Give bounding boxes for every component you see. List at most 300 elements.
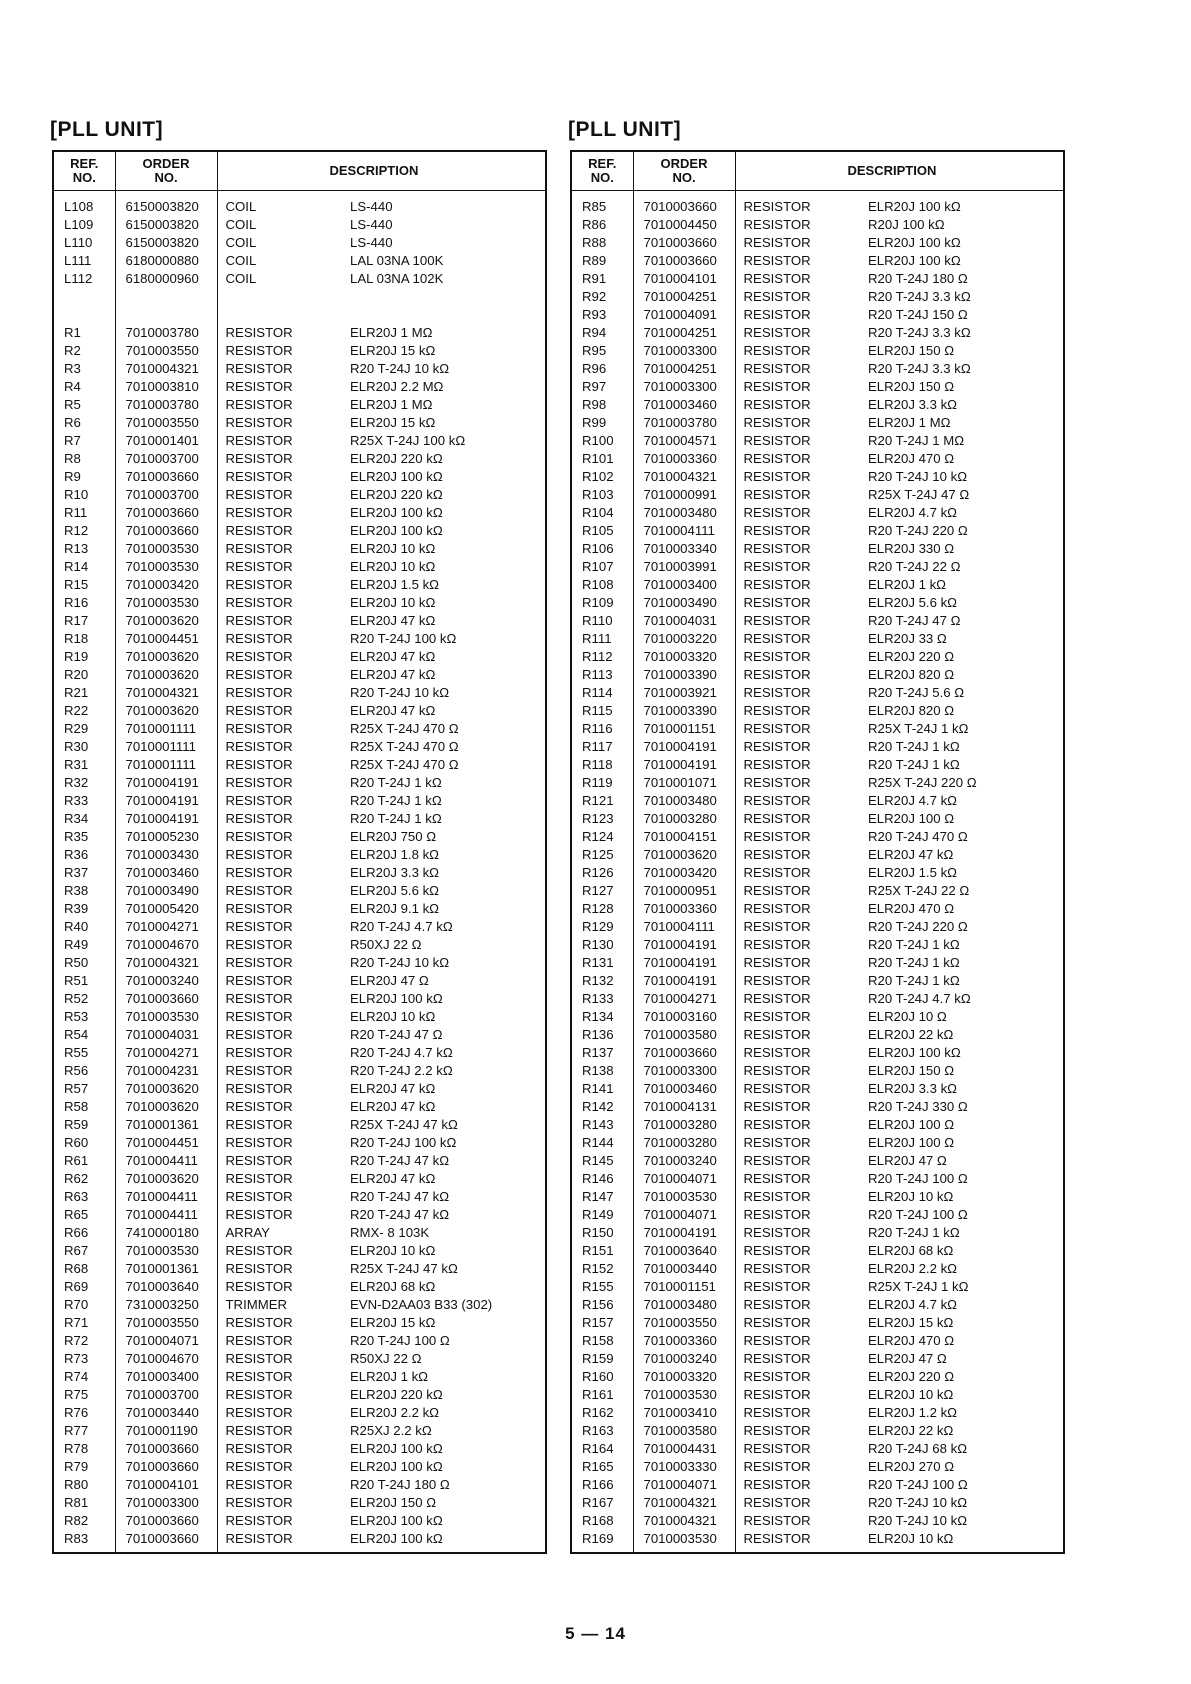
part-spec-cell: R20 T-24J 47 Ω [868, 613, 961, 628]
order-no-cell: 7010003640 [633, 1242, 735, 1260]
ref-no-cell: R152 [571, 1260, 633, 1278]
part-spec-cell: R20 T-24J 100 Ω [868, 1477, 968, 1492]
ref-no-cell: R1 [53, 324, 115, 342]
ref-no-cell: R159 [571, 1350, 633, 1368]
part-spec-cell: R20 T-24J 100 Ω [350, 1333, 450, 1348]
part-spec-cell: ELR20J 10 kΩ [868, 1189, 954, 1204]
ref-no-cell: R127 [571, 882, 633, 900]
part-spec-cell: R20 T-24J 3.3 kΩ [868, 361, 971, 376]
ref-no-cell: R133 [571, 990, 633, 1008]
table-row [571, 1422, 1064, 1440]
table-row [53, 828, 546, 846]
table-row [571, 1152, 1064, 1170]
ref-no-cell: R6 [53, 414, 115, 432]
part-type-cell: RESISTOR [225, 1117, 293, 1132]
table-row [571, 810, 1064, 828]
ref-no-cell: R102 [571, 468, 633, 486]
table-row [571, 954, 1064, 972]
part-spec-cell: R25X T-24J 47 kΩ [350, 1261, 458, 1276]
part-type-cell: RESISTOR [225, 523, 293, 538]
order-no-cell: 7010003700 [115, 486, 217, 504]
ref-no-cell: R5 [53, 396, 115, 414]
part-type-cell: RESISTOR [743, 271, 811, 286]
table-row [53, 1476, 546, 1494]
part-type-cell: RESISTOR [743, 1423, 811, 1438]
table-row [53, 288, 546, 306]
order-no-cell: 7010004251 [633, 288, 735, 306]
order-no-cell: 7010004101 [115, 1476, 217, 1494]
order-no-cell: 7010003700 [115, 1386, 217, 1404]
part-spec-cell: ELR20J 330 Ω [868, 541, 955, 556]
ref-no-cell: R30 [53, 738, 115, 756]
part-spec-cell: ELR20J 15 kΩ [350, 415, 436, 430]
ref-no-cell: R113 [571, 666, 633, 684]
ref-no-cell: R22 [53, 702, 115, 720]
ref-no-cell: R15 [53, 576, 115, 594]
order-no-cell: 7010003480 [633, 792, 735, 810]
ref-no-cell: R81 [53, 1494, 115, 1512]
part-type-cell: RESISTOR [743, 1009, 811, 1024]
order-no-cell: 7010004251 [633, 360, 735, 378]
part-spec-cell: ELR20J 10 kΩ [868, 1531, 954, 1546]
ref-no-cell: R93 [571, 306, 633, 324]
table-row [571, 1494, 1064, 1512]
order-no-cell: 7010003420 [633, 864, 735, 882]
part-type-cell: RESISTOR [743, 217, 811, 232]
part-type-cell: RESISTOR [743, 415, 811, 430]
order-no-cell: 7010003530 [633, 1386, 735, 1404]
table-row [571, 1062, 1064, 1080]
order-no-cell: 6150003820 [115, 234, 217, 252]
part-spec-cell: ELR20J 220 Ω [868, 1369, 955, 1384]
part-spec-cell: ELR20J 1 MΩ [350, 325, 433, 340]
ref-no-cell: R95 [571, 342, 633, 360]
ref-no-cell: R54 [53, 1026, 115, 1044]
ref-no-cell: R11 [53, 504, 115, 522]
part-spec-cell: LS-440 [350, 199, 393, 214]
ref-no-cell: R69 [53, 1278, 115, 1296]
part-type-cell: RESISTOR [225, 685, 293, 700]
table-row [571, 1512, 1064, 1530]
order-no-cell: 7010003480 [633, 504, 735, 522]
ref-no-cell: R38 [53, 882, 115, 900]
table-row [571, 630, 1064, 648]
table-row [571, 684, 1064, 702]
part-type-cell: RESISTOR [225, 739, 293, 754]
part-type-cell: RESISTOR [225, 1423, 293, 1438]
ref-no-cell: R33 [53, 792, 115, 810]
table-row [571, 1224, 1064, 1242]
table-row [571, 540, 1064, 558]
order-no-cell: 7010004111 [633, 522, 735, 540]
order-no-cell: 7010003280 [633, 1116, 735, 1134]
part-spec-cell: ELR20J 68 kΩ [350, 1279, 436, 1294]
part-type-cell: RESISTOR [743, 757, 811, 772]
table-row [53, 1350, 546, 1368]
order-no-cell: 7010003360 [633, 1332, 735, 1350]
part-type-cell: RESISTOR [225, 613, 293, 628]
ref-no-cell: R117 [571, 738, 633, 756]
order-no-cell: 7010001151 [633, 1278, 735, 1296]
part-spec-cell: R20 T-24J 10 kΩ [350, 955, 450, 970]
ref-no-cell: R34 [53, 810, 115, 828]
order-no-cell: 7010003480 [633, 1296, 735, 1314]
ref-no-cell: R57 [53, 1080, 115, 1098]
part-spec-cell: ELR20J 270 Ω [868, 1459, 955, 1474]
order-no-cell: 7010004431 [633, 1440, 735, 1458]
part-spec-cell: ELR20J 4.7 kΩ [868, 793, 958, 808]
table-row [571, 1170, 1064, 1188]
part-spec-cell: R20 T-24J 1 kΩ [868, 937, 960, 952]
part-type-cell: RESISTOR [743, 289, 811, 304]
table-row [53, 216, 546, 234]
table-row [571, 504, 1064, 522]
part-type-cell: RESISTOR [743, 811, 811, 826]
table-row [571, 1386, 1064, 1404]
table-row [571, 792, 1064, 810]
table-row [571, 234, 1064, 252]
order-no-cell [115, 288, 217, 306]
part-spec-cell: ELR20J 820 Ω [868, 703, 955, 718]
table-row [53, 612, 546, 630]
order-no-cell: 7010003660 [633, 234, 735, 252]
order-no-cell: 7010005420 [115, 900, 217, 918]
table-row [571, 288, 1064, 306]
part-spec-cell: ELR20J 33 Ω [868, 631, 947, 646]
part-spec-cell: ELR20J 150 Ω [868, 379, 955, 394]
ref-no-cell: R80 [53, 1476, 115, 1494]
part-type-cell: RESISTOR [225, 901, 293, 916]
table-row [53, 396, 546, 414]
table-row [53, 810, 546, 828]
part-type-cell: RESISTOR [225, 649, 293, 664]
ref-no-cell: R55 [53, 1044, 115, 1062]
part-spec-cell: ELR20J 10 kΩ [350, 1009, 436, 1024]
part-spec-cell: R20J 100 kΩ [868, 217, 945, 232]
ref-no-cell: R129 [571, 918, 633, 936]
part-type-cell: RESISTOR [743, 1351, 811, 1366]
part-spec-cell: R20 T-24J 3.3 kΩ [868, 325, 971, 340]
part-type-cell: RESISTOR [743, 1459, 811, 1474]
order-no-cell: 7010003580 [633, 1026, 735, 1044]
part-spec-cell: R20 T-24J 470 Ω [868, 829, 968, 844]
part-spec-cell: R20 T-24J 1 kΩ [868, 1225, 960, 1240]
ref-no-cell: R103 [571, 486, 633, 504]
part-spec-cell: ELR20J 100 kΩ [350, 505, 443, 520]
order-no-cell: 7010003400 [633, 576, 735, 594]
part-type-cell: RESISTOR [225, 577, 293, 592]
part-type-cell: RESISTOR [743, 991, 811, 1006]
ref-no-cell: R66 [53, 1224, 115, 1242]
part-type-cell: ARRAY [225, 1225, 270, 1240]
table-row [53, 1008, 546, 1026]
table-row [53, 378, 546, 396]
table-row [571, 378, 1064, 396]
order-no-cell: 7010004321 [633, 468, 735, 486]
order-no-cell: 7010003530 [115, 540, 217, 558]
ref-no-cell: R18 [53, 630, 115, 648]
ref-no-cell: L112 [53, 270, 115, 288]
ref-no-cell: R68 [53, 1260, 115, 1278]
order-no-cell: 7010004451 [115, 1134, 217, 1152]
part-type-cell: RESISTOR [225, 1531, 293, 1546]
part-type-cell: COIL [225, 235, 257, 250]
part-spec-cell: R20 T-24J 4.7 kΩ [350, 919, 453, 934]
part-type-cell: RESISTOR [225, 487, 293, 502]
order-no-cell: 7310003250 [115, 1296, 217, 1314]
table-row [53, 900, 546, 918]
part-spec-cell: ELR20J 47 kΩ [350, 1099, 436, 1114]
part-spec-cell: R25X T-24J 22 Ω [868, 883, 970, 898]
part-spec-cell: ELR20J 47 kΩ [350, 1171, 436, 1186]
part-type-cell: RESISTOR [743, 631, 811, 646]
table-row [53, 972, 546, 990]
table-row [571, 1350, 1064, 1368]
ref-no-cell: R168 [571, 1512, 633, 1530]
order-no-cell: 7010003620 [115, 1170, 217, 1188]
part-type-cell: RESISTOR [225, 469, 293, 484]
part-type-cell: RESISTOR [743, 1063, 811, 1078]
order-no-cell: 7010003550 [115, 414, 217, 432]
table-row [53, 1368, 546, 1386]
part-spec-cell: ELR20J 220 Ω [868, 649, 955, 664]
ref-no-cell: R108 [571, 576, 633, 594]
part-type-cell: RESISTOR [225, 1351, 293, 1366]
ref-no-cell: R85 [571, 191, 633, 217]
ref-no-cell: R14 [53, 558, 115, 576]
table-row [53, 576, 546, 594]
part-spec-cell: R20 T-24J 1 kΩ [350, 793, 442, 808]
part-spec-cell: ELR20J 47 kΩ [350, 1081, 436, 1096]
part-spec-cell: R20 T-24J 10 kΩ [350, 685, 450, 700]
table-row [571, 648, 1064, 666]
part-type-cell: RESISTOR [743, 361, 811, 376]
table-row [53, 1044, 546, 1062]
table-row [571, 414, 1064, 432]
part-type-cell: RESISTOR [743, 343, 811, 358]
part-spec-cell: R20 T-24J 1 kΩ [868, 973, 960, 988]
part-type-cell: RESISTOR [743, 379, 811, 394]
order-no-cell: 7010004071 [633, 1206, 735, 1224]
order-no-cell: 7010004071 [633, 1476, 735, 1494]
ref-no-cell: R167 [571, 1494, 633, 1512]
table-row [571, 666, 1064, 684]
part-type-cell: RESISTOR [743, 847, 811, 862]
order-no-cell: 6180000960 [115, 270, 217, 288]
part-spec-cell: ELR20J 15 kΩ [350, 343, 436, 358]
order-no-cell: 7010003780 [633, 414, 735, 432]
order-no-cell: 6150003820 [115, 191, 217, 217]
part-type-cell: RESISTOR [225, 1153, 293, 1168]
part-type-cell [217, 306, 342, 324]
order-no-cell: 7010001151 [633, 720, 735, 738]
part-spec-cell: ELR20J 100 Ω [868, 1117, 955, 1132]
order-no-cell: 7010001111 [115, 720, 217, 738]
table-row [53, 306, 546, 324]
table-row [53, 1170, 546, 1188]
order-no-cell: 7010003620 [115, 702, 217, 720]
table-row [571, 216, 1064, 234]
order-no-cell: 7010004111 [633, 918, 735, 936]
table-row [53, 1260, 546, 1278]
part-spec-cell: R20 T-24J 47 kΩ [350, 1207, 450, 1222]
part-type-cell: RESISTOR [225, 937, 293, 952]
order-no-cell: 7010003810 [115, 378, 217, 396]
table-row [571, 1260, 1064, 1278]
part-spec-cell: RMX- 8 103K [350, 1225, 430, 1240]
part-spec-cell: ELR20J 220 kΩ [350, 451, 443, 466]
order-no-cell: 7010004031 [115, 1026, 217, 1044]
table-row [571, 1188, 1064, 1206]
order-no-cell: 7010003300 [633, 378, 735, 396]
ref-no-cell: R164 [571, 1440, 633, 1458]
part-type-cell: RESISTOR [743, 1243, 811, 1258]
part-type-cell: RESISTOR [225, 1387, 293, 1402]
ref-no-cell: R150 [571, 1224, 633, 1242]
table-row [53, 666, 546, 684]
order-no-cell: 7010003660 [633, 191, 735, 217]
part-type-cell: RESISTOR [225, 595, 293, 610]
ref-no-cell: R10 [53, 486, 115, 504]
table-row [53, 270, 546, 288]
ref-no-cell: R157 [571, 1314, 633, 1332]
part-spec-cell: ELR20J 470 Ω [868, 901, 955, 916]
order-no-cell: 7010004091 [633, 306, 735, 324]
part-type-cell: COIL [225, 271, 257, 286]
parts-table-right [570, 150, 1065, 1554]
table-row [53, 648, 546, 666]
table-row [571, 1476, 1064, 1494]
ref-no-cell: R59 [53, 1116, 115, 1134]
table-row [571, 918, 1064, 936]
order-no-cell: 7010003660 [115, 1530, 217, 1553]
part-spec-cell: R20 T-24J 100 kΩ [350, 1135, 457, 1150]
part-spec-cell: ELR20J 100 kΩ [350, 1513, 443, 1528]
ref-no-cell: R134 [571, 1008, 633, 1026]
part-type-cell: RESISTOR [225, 1009, 293, 1024]
table-row [53, 558, 546, 576]
part-type-cell: RESISTOR [743, 1387, 811, 1402]
ref-no-cell: R118 [571, 756, 633, 774]
ref-no-cell: R53 [53, 1008, 115, 1026]
ref-no-cell: R158 [571, 1332, 633, 1350]
table-row [53, 1530, 546, 1553]
ref-no-cell: R63 [53, 1188, 115, 1206]
part-type-cell: RESISTOR [743, 973, 811, 988]
part-spec-cell: ELR20J 820 Ω [868, 667, 955, 682]
order-no-cell: 7010003300 [633, 1062, 735, 1080]
ref-no-cell: R13 [53, 540, 115, 558]
description-header: DESCRIPTION [217, 151, 546, 191]
table-row [571, 468, 1064, 486]
order-no-cell: 7010004031 [633, 612, 735, 630]
order-no-cell: 7010003420 [115, 576, 217, 594]
table-row [571, 702, 1064, 720]
part-spec-cell: ELR20J 2.2 kΩ [868, 1261, 958, 1276]
ref-no-cell: R156 [571, 1296, 633, 1314]
table-row [571, 270, 1064, 288]
part-spec-cell: ELR20J 10 Ω [868, 1009, 947, 1024]
part-spec-cell: R50XJ 22 Ω [350, 1351, 422, 1366]
ref-no-cell: R16 [53, 594, 115, 612]
ref-no-cell: R100 [571, 432, 633, 450]
part-spec-cell: R20 T-24J 100 kΩ [350, 631, 457, 646]
order-no-cell: 7010003360 [633, 450, 735, 468]
order-no-cell: 7010003440 [115, 1404, 217, 1422]
part-type-cell: RESISTOR [743, 1225, 811, 1240]
part-type-cell: RESISTOR [225, 505, 293, 520]
part-type-cell: COIL [225, 217, 257, 232]
table-row [53, 414, 546, 432]
part-type-cell: RESISTOR [743, 1171, 811, 1186]
part-spec-cell: ELR20J 47 Ω [350, 973, 429, 988]
part-spec-cell: ELR20J 1.5 kΩ [350, 577, 440, 592]
section-title: [PLL UNIT] [568, 118, 682, 141]
part-spec-cell: ELR20J 4.7 kΩ [868, 505, 958, 520]
order-no-cell: 7010004321 [115, 684, 217, 702]
table-row [53, 504, 546, 522]
ref-no-cell: R101 [571, 450, 633, 468]
ref-no-cell: R7 [53, 432, 115, 450]
ref-no-cell: R19 [53, 648, 115, 666]
part-spec-cell: R20 T-24J 1 MΩ [868, 433, 965, 448]
part-spec-cell: EVN-D2AA03 B33 (302) [350, 1297, 493, 1312]
order-no-header: ORDER NO. [115, 151, 217, 191]
part-spec-cell: ELR20J 1.5 kΩ [868, 865, 958, 880]
part-spec-cell [342, 288, 546, 306]
part-type-cell: RESISTOR [743, 865, 811, 880]
part-type-cell: RESISTOR [225, 1171, 293, 1186]
order-no-cell: 7010003580 [633, 1422, 735, 1440]
table-row [53, 1458, 546, 1476]
part-type-cell: RESISTOR [225, 1369, 293, 1384]
order-no-cell: 7010003620 [115, 1098, 217, 1116]
table-row [571, 1278, 1064, 1296]
part-spec-cell: ELR20J 100 Ω [868, 1135, 955, 1150]
table-row [571, 972, 1064, 990]
part-spec-cell: R20 T-24J 10 kΩ [868, 1495, 968, 1510]
order-no-cell: 7010003660 [115, 990, 217, 1008]
order-no-cell: 7010003620 [115, 666, 217, 684]
table-row [571, 486, 1064, 504]
order-no-cell: 7010003620 [115, 1080, 217, 1098]
part-type-cell: RESISTOR [225, 1477, 293, 1492]
part-spec-cell: ELR20J 750 Ω [350, 829, 437, 844]
table-row [571, 990, 1064, 1008]
order-no-cell: 7010003660 [115, 468, 217, 486]
part-spec-cell: ELR20J 15 kΩ [350, 1315, 436, 1330]
table-row [571, 1368, 1064, 1386]
order-no-cell: 7010003240 [633, 1350, 735, 1368]
order-no-cell: 7010001190 [115, 1422, 217, 1440]
order-no-cell: 7010003320 [633, 1368, 735, 1386]
part-type-cell: RESISTOR [743, 523, 811, 538]
table-row [571, 1206, 1064, 1224]
ref-no-cell: R61 [53, 1152, 115, 1170]
part-spec-cell: ELR20J 47 Ω [868, 1153, 947, 1168]
order-no-cell: 7010003620 [115, 648, 217, 666]
ref-no-cell: R132 [571, 972, 633, 990]
ref-no-cell: R40 [53, 918, 115, 936]
order-no-cell: 7010004271 [115, 1044, 217, 1062]
part-type-cell: RESISTOR [743, 1477, 811, 1492]
table-row [571, 1440, 1064, 1458]
part-type-cell: RESISTOR [743, 451, 811, 466]
part-type-cell: RESISTOR [743, 1279, 811, 1294]
ref-no-cell: R79 [53, 1458, 115, 1476]
order-no-cell: 7010003240 [115, 972, 217, 990]
part-spec-cell: R25X T-24J 470 Ω [350, 739, 459, 754]
